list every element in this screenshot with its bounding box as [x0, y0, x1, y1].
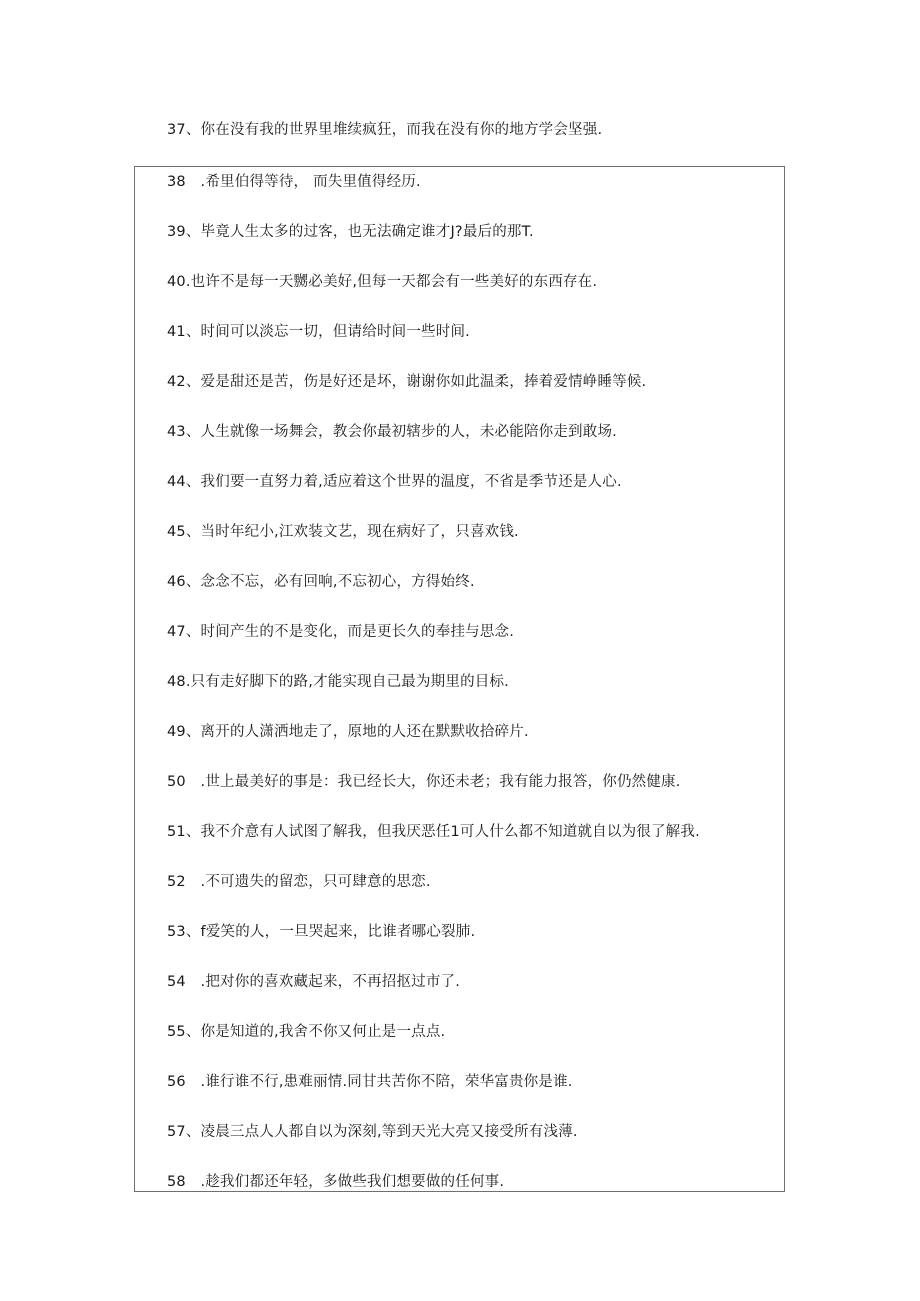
quote-line-39: 39、毕竟人生太多的过客，也无法确定谁才J?最后的那T.: [167, 224, 534, 240]
quote-line-55: 55、你是知道的,我舍不你又何止是一点点.: [167, 1024, 446, 1040]
quote-line-58: 58 .趁我们都还年轻，多做些我们想要做的任何事.: [167, 1174, 505, 1190]
quote-line-47: 47、时间产生的不是变化，而是更长久的奉挂与思念.: [167, 624, 515, 640]
quote-line-50: 50 .世上最美好的事是：我已经长大，你还未老；我有能力报答，你仍然健康.: [167, 774, 681, 790]
quote-line-40: 40.也许不是每一天嬲必美好,但每一天都会有一些美好的东西存在.: [167, 274, 598, 290]
quote-line-46: 46、念念不忘，必有回响,不忘初心，方得始终.: [167, 574, 475, 590]
quote-line-52: 52 .不可遗失的留恋，只可肆意的思恋.: [167, 874, 431, 890]
quote-line-41: 41、时间可以淡忘一切，但请给时间一些时间.: [167, 324, 470, 340]
quote-line-38: 38 .希里伯得等待， 而失里值得经历.: [167, 174, 421, 190]
quote-line-57: 57、凌晨三点人人都自以为深刻,等到天光大亮又接受所有浅薄.: [167, 1124, 578, 1140]
quote-line-51: 51、我不介意有人试图了解我，但我厌恶任1可人什么都不知道就自以为很了解我.: [167, 824, 700, 840]
quote-line-43: 43、人生就像一场舞会，教会你最初辖步的人，未必能陪你走到敢场.: [167, 424, 617, 440]
quote-line-56: 56 .谁行谁不行,患难丽情.同甘共苦你不陪，荣华富贵你是谁.: [167, 1074, 573, 1090]
quote-line-48: 48.只有走好脚下的路,才能实现自己最为期里的目标.: [167, 674, 509, 690]
quote-line-42: 42、爱是甜还是苦，伤是好还是坏，谢谢你如此温柔，捧着爱情峥睡等候.: [167, 374, 647, 390]
quote-line-49: 49、离开的人潇洒地走了，原地的人还在默默收拾碎片.: [167, 724, 529, 740]
quote-line-44: 44、我们要一直努力着,适应着这个世界的温度，不省是季节还是人心.: [167, 474, 622, 490]
quote-line-45: 45、当时年纪小,江欢装文艺，现在病好了，只喜欢钱.: [167, 524, 519, 540]
quote-line-54: 54 .把对你的喜欢藏起来，不再招抠过市了.: [167, 974, 461, 990]
quote-line-37: 37、你在没有我的世界里堆续疯狂，而我在没有你的地方学会坚强.: [167, 122, 603, 138]
quote-line-53: 53、f爱笑的人，一旦哭起来，比谁者哪心裂肺.: [167, 924, 476, 940]
